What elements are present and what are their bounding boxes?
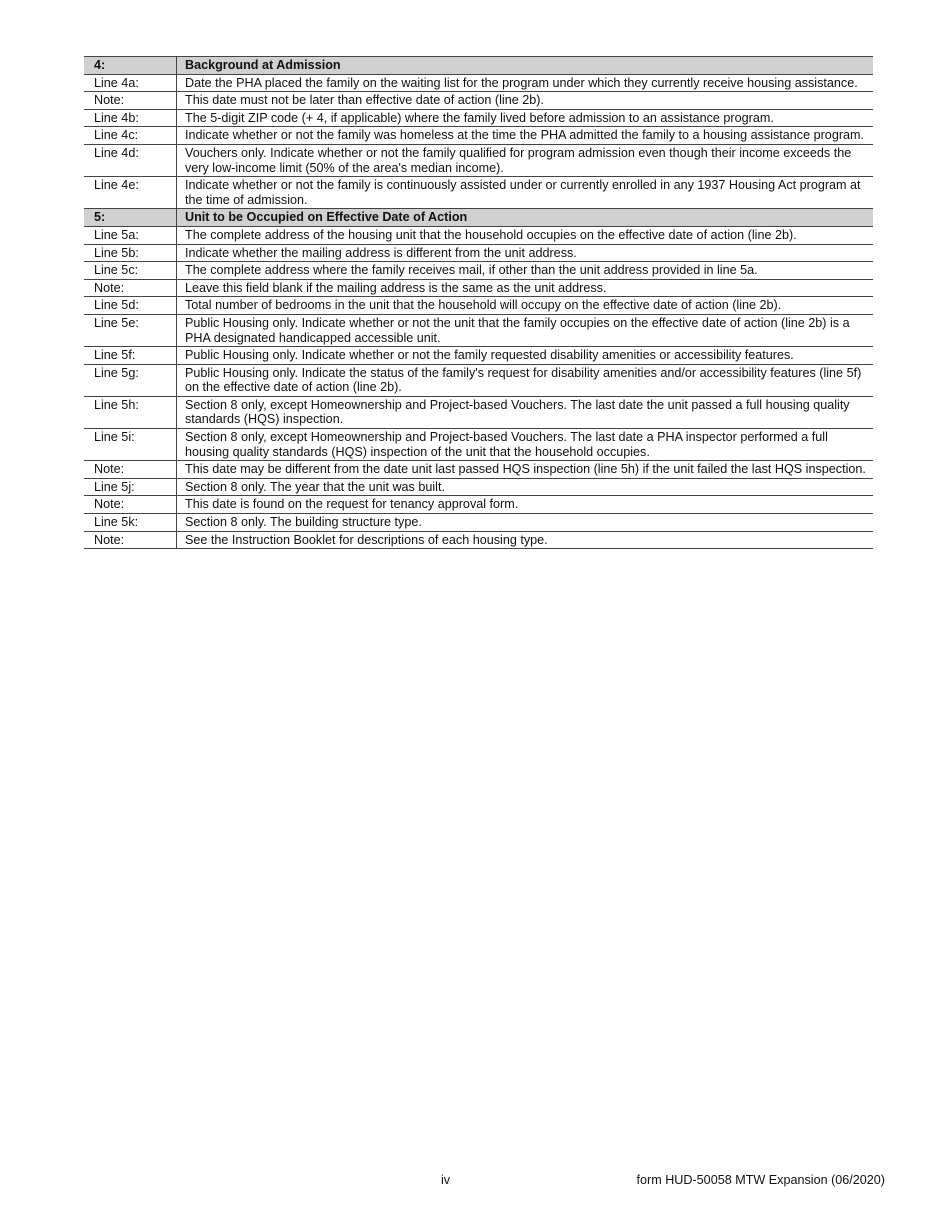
table-row (84, 514, 873, 532)
line-description: Section 8 only. The building structure type. (177, 514, 874, 532)
line-description: This date is found on the request for tenancy approval form. (177, 496, 874, 514)
section-number: 4: (84, 57, 177, 75)
section-header-row (84, 209, 873, 227)
line-description: Section 8 only, except Homeownership and Project-based Vouchers. The last date a PHA inspector performed a full housing quality standards (HQS) inspection of the unit that the household occupies. (177, 429, 874, 461)
line-label: Note: (84, 531, 177, 549)
section-number: 5: (84, 209, 177, 227)
table-row (84, 109, 873, 127)
table-row (84, 461, 873, 479)
line-label: Note: (84, 496, 177, 514)
line-description: Section 8 only. The year that the unit was built. (177, 478, 874, 496)
line-description: Total number of bedrooms in the unit that the household will occupy on the effective date of action (line 2b). (177, 297, 874, 315)
table-row (84, 429, 873, 461)
instructions-table-body (84, 57, 873, 549)
table-row (84, 177, 873, 209)
section-title: Unit to be Occupied on Effective Date of Action (177, 209, 874, 227)
line-description: The complete address of the housing unit that the household occupies on the effective date of action (line 2b). (177, 226, 874, 244)
table-row (84, 74, 873, 92)
table-row (84, 226, 873, 244)
line-label: Line 5f: (84, 347, 177, 365)
table-row (84, 364, 873, 396)
line-label: Line 5a: (84, 226, 177, 244)
line-description: Public Housing only. Indicate whether or not the unit that the family occupies on the effective date of action (line 2b) is a PHA designated handicapped accessible unit. (177, 314, 874, 346)
line-description: This date must not be later than effective date of action (line 2b). (177, 92, 874, 110)
table-row (84, 396, 873, 428)
line-description: The complete address where the family receives mail, if other than the unit address provided in line 5a. (177, 262, 874, 280)
table-row (84, 127, 873, 145)
line-description: Section 8 only, except Homeownership and Project-based Vouchers. The last date the unit passed a full housing quality standards (HQS) inspection. (177, 396, 874, 428)
line-label: Line 5c: (84, 262, 177, 280)
line-label: Note: (84, 461, 177, 479)
line-description: Public Housing only. Indicate the status of the family's request for disability amenities and/or accessibility features (line 5f) on the effective date of action (line 2b). (177, 364, 874, 396)
line-description: Indicate whether or not the family was homeless at the time the PHA admitted the family to a housing assistance program. (177, 127, 874, 145)
line-label: Line 4c: (84, 127, 177, 145)
section-title: Background at Admission (177, 57, 874, 75)
line-description: Indicate whether the mailing address is different from the unit address. (177, 244, 874, 262)
table-row (84, 279, 873, 297)
line-description: Vouchers only. Indicate whether or not the family qualified for program admission even though their income exceeds the very low-income limit (50% of the area's median income). (177, 144, 874, 176)
line-description: Leave this field blank if the mailing address is the same as the unit address. (177, 279, 874, 297)
table-row (84, 244, 873, 262)
line-description: This date may be different from the date unit last passed HQS inspection (line 5h) if the unit failed the last HQS inspection. (177, 461, 874, 479)
line-description: Public Housing only. Indicate whether or not the family requested disability amenities or accessibility features. (177, 347, 874, 365)
line-label: Line 4e: (84, 177, 177, 209)
form-identifier: form HUD-50058 MTW Expansion (06/2020) (636, 1173, 885, 1187)
page-number: iv (441, 1173, 451, 1187)
line-label: Line 4b: (84, 109, 177, 127)
line-label: Line 4a: (84, 74, 177, 92)
line-label: Line 5e: (84, 314, 177, 346)
section-header-row (84, 57, 873, 75)
table-row (84, 262, 873, 280)
table-row (84, 314, 873, 346)
line-description: Date the PHA placed the family on the waiting list for the program under which they currently receive housing assistance. (177, 74, 874, 92)
line-label: Line 5d: (84, 297, 177, 315)
table-row (84, 496, 873, 514)
line-label: Line 5g: (84, 364, 177, 396)
line-description: The 5-digit ZIP code (+ 4, if applicable) where the family lived before admission to an assistance program. (177, 109, 874, 127)
line-label: Line 5k: (84, 514, 177, 532)
line-label: Line 5h: (84, 396, 177, 428)
line-description: See the Instruction Booklet for descriptions of each housing type. (177, 531, 874, 549)
table-row (84, 531, 873, 549)
line-label: Line 5i: (84, 429, 177, 461)
table-row (84, 92, 873, 110)
table-row (84, 144, 873, 176)
table-row (84, 297, 873, 315)
line-description: Indicate whether or not the family is continuously assisted under or currently enrolled in any 1937 Housing Act program at the time of admission. (177, 177, 874, 209)
line-label: Note: (84, 92, 177, 110)
instructions-table (84, 56, 873, 549)
line-label: Line 5b: (84, 244, 177, 262)
line-label: Line 4d: (84, 144, 177, 176)
table-row (84, 347, 873, 365)
line-label: Line 5j: (84, 478, 177, 496)
table-row (84, 478, 873, 496)
line-label: Note: (84, 279, 177, 297)
